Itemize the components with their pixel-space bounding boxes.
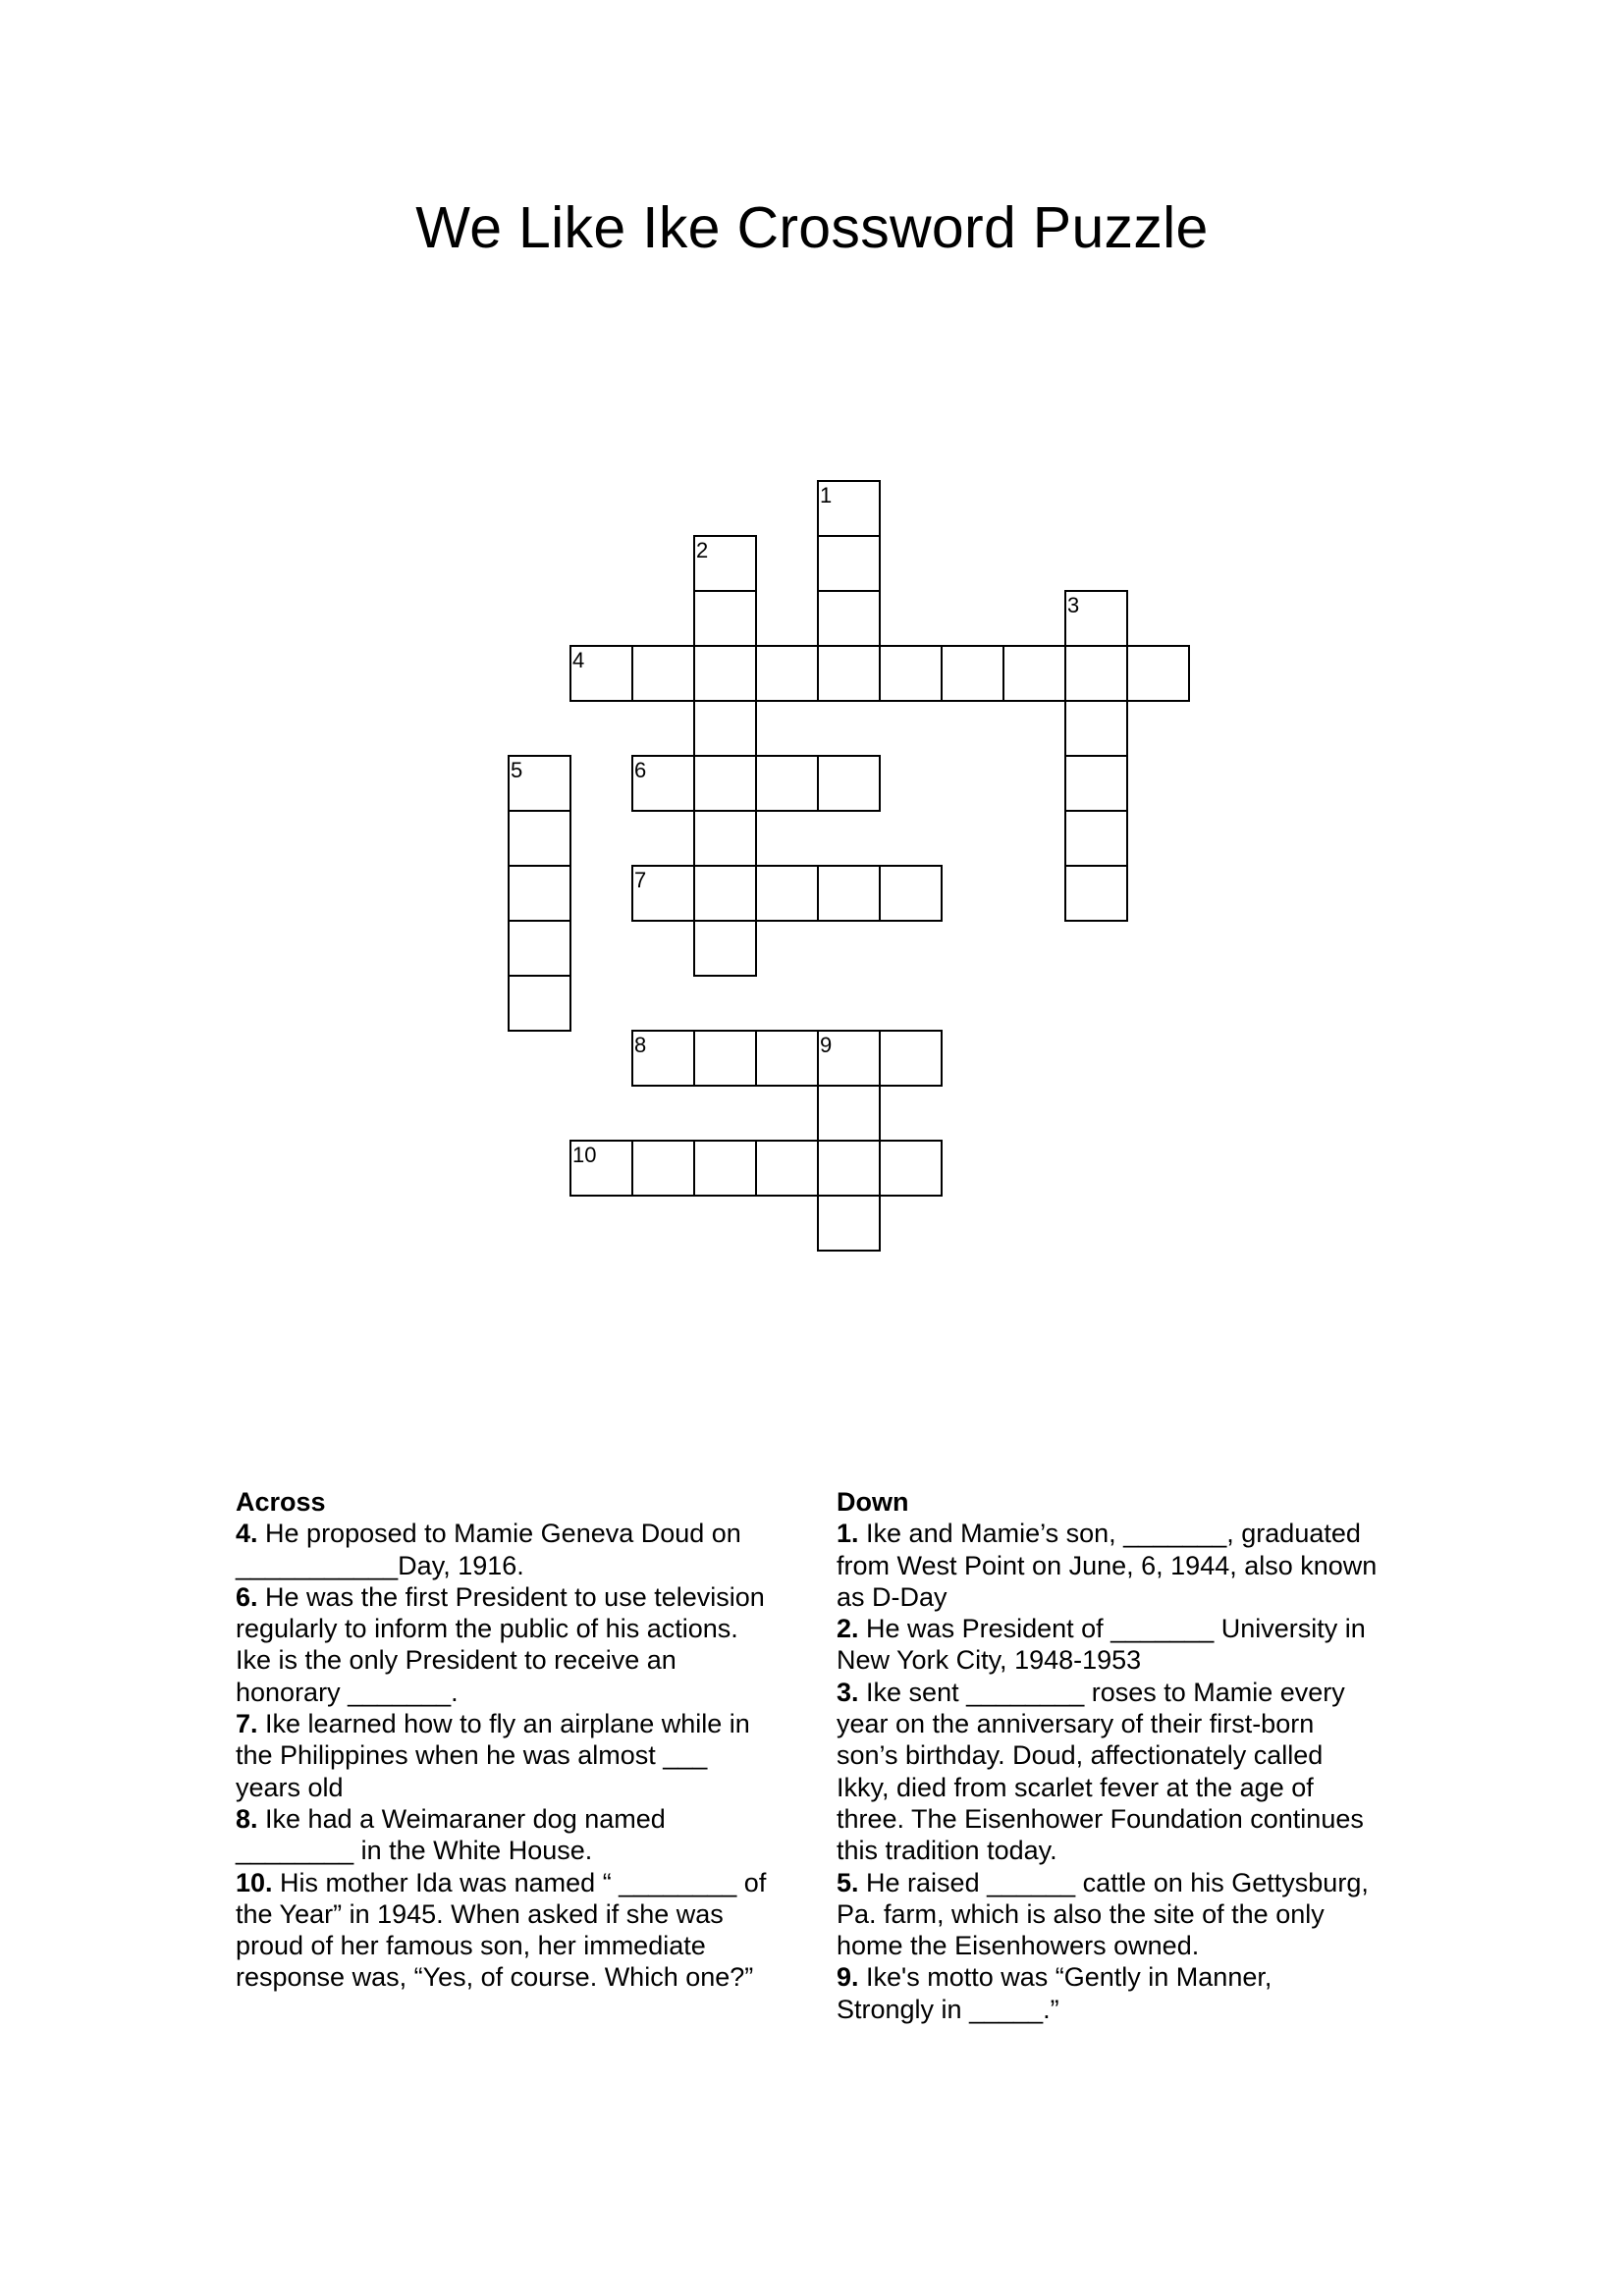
clue-number: 10.	[236, 1867, 273, 1897]
clue-line	[236, 1677, 805, 1708]
clue-text: New York City, 1948-1953	[837, 1645, 1142, 1676]
clue-line	[837, 1835, 1406, 1866]
clue-text: He raised ______ cattle on his Gettysburg,	[858, 1867, 1369, 1897]
clue-text: three. The Eisenhower Foundation continues	[837, 1803, 1364, 1834]
clue-text: He proposed to Mamie Geneva Doud on	[257, 1519, 741, 1549]
grid-cell[interactable]	[1064, 645, 1128, 702]
clue-number: 10	[572, 1143, 597, 1167]
grid-cell[interactable]	[879, 645, 943, 702]
clue-number: 9.	[837, 1962, 859, 1993]
clue-text: honorary _______.	[236, 1677, 459, 1707]
grid-cell[interactable]	[1064, 810, 1128, 867]
clue-number: 3.	[837, 1677, 859, 1707]
grid-cell[interactable]	[508, 755, 571, 812]
grid-cell[interactable]	[508, 920, 571, 977]
clue-text: home the Eisenhowers owned.	[837, 1931, 1200, 1961]
clue-number: 2	[696, 538, 709, 562]
grid-cell[interactable]	[693, 535, 757, 592]
clue-text: ___________Day, 1916.	[236, 1550, 524, 1580]
clue-text: response was, “Yes, of course. Which one?”	[236, 1962, 754, 1993]
clue-text: Ike is the only President to receive an	[236, 1645, 677, 1676]
grid-cell[interactable]	[941, 645, 1004, 702]
grid-cell[interactable]	[817, 755, 881, 812]
clue-number: 9	[820, 1033, 833, 1057]
grid-cell[interactable]	[817, 590, 881, 647]
grid-cell[interactable]	[693, 1140, 757, 1197]
clue-line	[236, 1708, 805, 1739]
clue-number: 8	[634, 1033, 647, 1057]
clue-line	[236, 1644, 805, 1676]
clue-number: 7	[634, 868, 647, 892]
clue-line	[837, 1994, 1406, 2025]
clue-line	[236, 1803, 805, 1835]
clue-text: ________ in the White House.	[236, 1836, 593, 1866]
clue-text: Ike's motto was “Gently in Manner,	[858, 1962, 1272, 1993]
clue-number: 7.	[236, 1709, 258, 1739]
grid-cell[interactable]	[508, 810, 571, 867]
grid-cell[interactable]	[817, 1030, 881, 1087]
grid-cell[interactable]	[693, 700, 757, 757]
clue-line	[837, 1708, 1406, 1739]
clue-line	[837, 1803, 1406, 1835]
clue-text: He was President of _______ University in	[858, 1614, 1366, 1644]
clue-line	[837, 1867, 1406, 1898]
grid-cell[interactable]	[817, 1195, 881, 1252]
clue-text: from West Point on June, 6, 1944, also known	[837, 1550, 1378, 1580]
clue-line	[236, 1581, 805, 1613]
clue-number: 2.	[837, 1614, 859, 1644]
clue-line	[837, 1898, 1406, 1930]
clue-line	[236, 1930, 805, 1961]
clue-line	[236, 1518, 805, 1549]
clue-line	[236, 1835, 805, 1866]
clue-text: Ike sent ________ roses to Mamie every	[858, 1677, 1345, 1707]
clue-text: year on the anniversary of their first-born	[837, 1709, 1315, 1739]
clue-text: Ike had a Weimaraner dog named	[257, 1803, 666, 1834]
grid-cell[interactable]	[879, 865, 943, 922]
grid-cell[interactable]	[693, 920, 757, 977]
down-heading: Down	[837, 1487, 909, 1517]
grid-cell[interactable]	[755, 755, 819, 812]
clue-text: this tradition today.	[837, 1836, 1057, 1866]
clue-text: the Year” in 1945. When asked if she was	[236, 1898, 724, 1929]
grid-cell[interactable]	[817, 1140, 881, 1197]
grid-cell[interactable]	[693, 590, 757, 647]
clue-text: Ikky, died from scarlet fever at the age of	[837, 1772, 1314, 1802]
clue-line	[837, 1581, 1406, 1613]
grid-cell[interactable]	[1064, 865, 1128, 922]
clue-line	[236, 1613, 805, 1644]
grid-cell[interactable]	[817, 865, 881, 922]
grid-cell[interactable]	[631, 1140, 695, 1197]
grid-cell[interactable]	[693, 645, 757, 702]
grid-cell[interactable]	[879, 1030, 943, 1087]
clue-text: Ike learned how to fly an airplane while in	[257, 1709, 750, 1739]
grid-cell[interactable]	[631, 865, 695, 922]
clue-line	[236, 1739, 805, 1771]
clue-line	[837, 1772, 1406, 1803]
grid-cell[interactable]	[569, 645, 633, 702]
grid-cell[interactable]	[1126, 645, 1190, 702]
clue-text: proud of her famous son, her immediate	[236, 1931, 706, 1961]
clue-number: 4.	[236, 1519, 258, 1549]
clue-line	[236, 1772, 805, 1803]
grid-cell[interactable]	[631, 1030, 695, 1087]
grid-cell[interactable]	[755, 1140, 819, 1197]
clue-text: son’s birthday. Doud, affectionately called	[837, 1740, 1324, 1771]
clue-number: 1.	[837, 1519, 859, 1549]
clue-text: as D-Day	[837, 1581, 947, 1612]
clue-number: 4	[572, 648, 585, 672]
across-clues	[236, 1486, 805, 1994]
grid-cell[interactable]	[1064, 755, 1128, 812]
grid-cell[interactable]	[817, 645, 881, 702]
grid-cell[interactable]	[817, 535, 881, 592]
clue-line	[837, 1739, 1406, 1771]
clue-text: Strongly in _____.”	[837, 1994, 1059, 2024]
clue-line	[837, 1961, 1406, 1993]
clue-text: the Philippines when he was almost ___	[236, 1740, 708, 1771]
clue-line	[236, 1550, 805, 1581]
clue-line	[837, 1518, 1406, 1549]
grid-cell[interactable]	[631, 755, 695, 812]
grid-cell[interactable]	[693, 1030, 757, 1087]
clue-line	[236, 1898, 805, 1930]
clue-text: He was the first President to use television	[257, 1581, 765, 1612]
clue-text: regularly to inform the public of his actions.	[236, 1614, 738, 1644]
clue-line	[837, 1930, 1406, 1961]
grid-cell[interactable]	[1064, 700, 1128, 757]
across-heading: Across	[236, 1487, 326, 1517]
clue-number: 6.	[236, 1581, 258, 1612]
grid-cell[interactable]	[755, 865, 819, 922]
clue-number: 5.	[837, 1867, 859, 1897]
grid-cell[interactable]	[879, 1140, 943, 1197]
clue-text: His mother Ida was named “ ________ of	[272, 1867, 767, 1897]
grid-cell[interactable]	[631, 645, 695, 702]
grid-cell[interactable]	[693, 810, 757, 867]
grid-cell[interactable]	[755, 1030, 819, 1087]
clue-number: 8.	[236, 1803, 258, 1834]
clue-line	[837, 1550, 1406, 1581]
clue-number: 6	[634, 758, 647, 782]
grid-cell[interactable]	[817, 480, 881, 537]
clue-line	[236, 1961, 805, 1993]
grid-cell[interactable]	[1002, 645, 1066, 702]
clue-number: 1	[820, 483, 833, 507]
grid-cell[interactable]	[693, 755, 757, 812]
grid-cell[interactable]	[569, 1140, 633, 1197]
grid-cell[interactable]	[1064, 590, 1128, 647]
clue-line	[837, 1644, 1406, 1676]
down-clues	[837, 1486, 1406, 2025]
page-title: We Like Ike Crossword Puzzle	[415, 195, 1209, 260]
grid-cell[interactable]	[817, 1085, 881, 1142]
clue-line	[837, 1613, 1406, 1644]
grid-cell[interactable]	[508, 975, 571, 1032]
clue-text: Pa. farm, which is also the site of the only	[837, 1898, 1325, 1929]
clue-number: 3	[1067, 593, 1080, 617]
clue-number: 5	[511, 758, 523, 782]
grid-cell[interactable]	[693, 865, 757, 922]
grid-cell[interactable]	[508, 865, 571, 922]
clue-line	[837, 1677, 1406, 1708]
clue-line	[236, 1867, 805, 1898]
clue-text: years old	[236, 1772, 344, 1802]
clue-text: Ike and Mamie’s son, _______, graduated	[858, 1519, 1361, 1549]
grid-cell[interactable]	[755, 645, 819, 702]
